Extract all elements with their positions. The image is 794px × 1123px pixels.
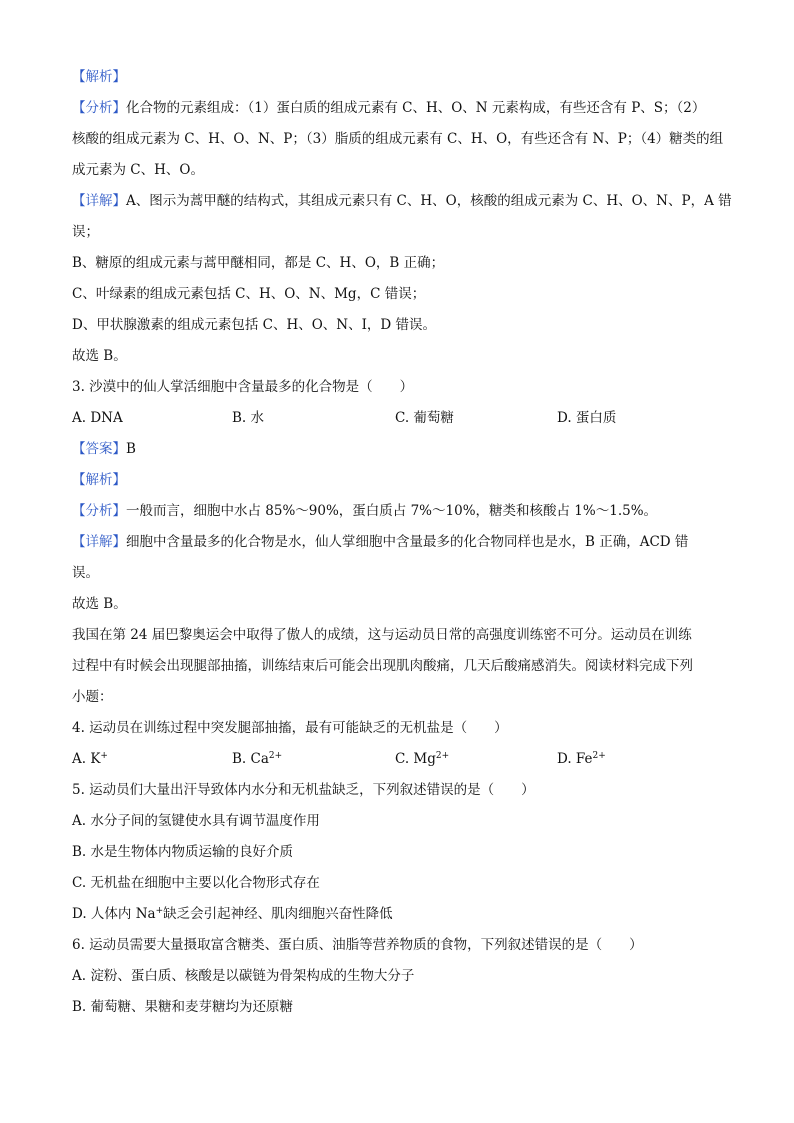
answer-3 (72, 434, 722, 465)
analysis-2-text: 一般而言，细胞中水占 85%～90%，蛋白质占 7%～10%，糖类和核酸占 1%～1.5%。 (126, 503, 658, 519)
q6-option-a: A. 淀粉、蛋白质、核酸是以碳链为骨架构成的生物大分子 (72, 968, 415, 984)
question-3-stem: 3. 沙漠中的仙人掌活细胞中含量最多的化合物是（ ） (72, 379, 414, 395)
detail-text: A、图示为蒿甲醚的结构式，其组成元素只有 C、H、O，核酸的组成元素为 C、H、O、N、P，A 错 (126, 193, 732, 209)
q3-option-c: C. 葡萄糖 (395, 410, 454, 426)
detail-choice: 故选 B。 (72, 348, 127, 364)
analysis-2 (72, 496, 722, 527)
detail-2-line-1 (72, 527, 722, 558)
passage-line-1: 我国在第 24 届巴黎奥运会中取得了傲人的成绩，这与运动员日常的高强度训练密不可分。运动员在训练 (72, 627, 692, 643)
detail-option-b: B、糖原的组成元素与蒿甲醚相同，都是 C、H、O，B 正确； (72, 255, 445, 271)
analysis-line-3: 成元素为 C、H、O。 (72, 162, 204, 178)
detail-line-1 (72, 186, 732, 217)
analysis-tag: 【分析】 (72, 100, 126, 116)
q5-option-b: B. 水是生物体内物质运输的良好介质 (72, 844, 294, 860)
detail-2-line-2: 误。 (72, 565, 99, 581)
question-3-options (72, 403, 722, 434)
jiexi-heading-2: 【解析】 (72, 472, 126, 488)
detail-2-text: 细胞中含量最多的化合物是水，仙人掌细胞中含量最多的化合物同样也是水，B 正确，ACD 错 (126, 534, 689, 550)
document-page (72, 62, 732, 1023)
answer-tag: 【答案】 (72, 441, 126, 457)
q3-option-b: B. 水 (232, 410, 265, 426)
q3-option-a: A. DNA (72, 410, 123, 426)
question-4-stem: 4. 运动员在训练过程中突发腿部抽搐，最有可能缺乏的无机盐是（ ） (72, 720, 508, 736)
q5-option-a: A. 水分子间的氢键使水具有调节温度作用 (72, 813, 320, 829)
question-4-options (72, 744, 722, 775)
q3-option-d: D. 蛋白质 (557, 410, 617, 426)
detail-2-choice: 故选 B。 (72, 596, 127, 612)
analysis-line-1 (72, 93, 722, 124)
q6-option-b: B. 葡萄糖、果糖和麦芽糖均为还原糖 (72, 999, 294, 1015)
detail-tag: 【详解】 (72, 193, 126, 209)
analysis-text: 化合物的元素组成：（1）蛋白质的组成元素有 C、H、O、N 元素构成，有些还含有 P、S；（2） (126, 100, 706, 116)
detail-line-2: 误； (72, 224, 99, 240)
q5-option-d: D. 人体内 Na+缺乏会引起神经、肌肉细胞兴奋性降低 (72, 906, 393, 922)
q4-option-b: B. $Ca^{2+}$ (232, 751, 283, 767)
analysis-2-tag: 【分析】 (72, 503, 126, 519)
passage-line-2: 过程中有时候会出现腿部抽搐，训练结束后可能会出现肌肉酸痛，几天后酸痛感消失。阅读材料完成下列 (72, 658, 693, 674)
jiexi-heading: 【解析】 (72, 69, 126, 85)
question-5-stem: 5. 运动员们大量出汗导致体内水分和无机盐缺乏，下列叙述错误的是（ ） (72, 782, 535, 798)
q4-option-d: D. $Fe^{2+}$ (557, 751, 606, 767)
q4-option-c: C. $Mg^{2+}$ (395, 751, 450, 767)
answer-value: B (126, 441, 136, 457)
detail-2-tag: 【详解】 (72, 534, 126, 550)
analysis-line-2: 核酸的组成元素为 C、H、O、N、P；（3）脂质的组成元素有 C、H、O，有些还含有 N、P；（4）糖类的组 (72, 131, 724, 147)
passage-line-3: 小题： (72, 689, 113, 705)
detail-option-c: C、叶绿素的组成元素包括 C、H、O、N、Mg，C 错误； (72, 286, 426, 302)
q4-option-a: A. K+ (72, 751, 108, 767)
detail-option-d: D、甲状腺激素的组成元素包括 C、H、O、N、I，D 错误。 (72, 317, 437, 333)
q5-option-c: C. 无机盐在细胞中主要以化合物形式存在 (72, 875, 320, 891)
question-6-stem: 6. 运动员需要大量摄取富含糖类、蛋白质、油脂等营养物质的食物，下列叙述错误的是（ ） (72, 937, 643, 953)
